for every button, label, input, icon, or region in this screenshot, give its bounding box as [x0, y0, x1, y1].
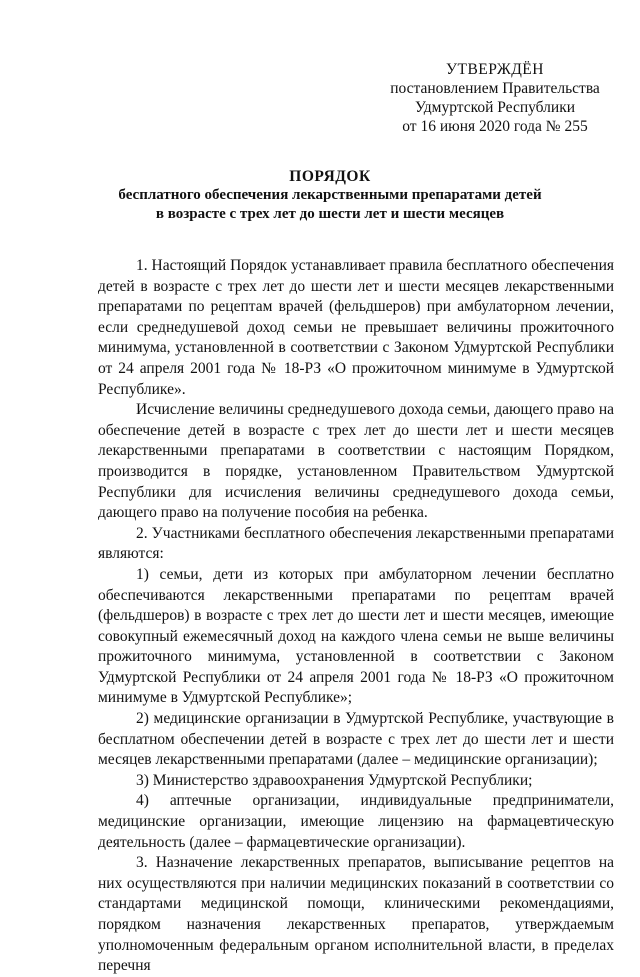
paragraph-1: 1. Настоящий Порядок устанавливает правила бесплатного обеспечения детей в возрасте с трех лет до шести лет и шести месяцев лекарственными препаратами по рецептам врачей (фельдшеров) при амбулаторном лечении, если среднедушевой доход семьи не превышает величины прожиточного минимума, установленной в соответствии с Законом Удмуртской Республики от 24 апреля 2001 года № 18-РЗ «О прожиточном минимуме в Удмуртской Республике».: [98, 257, 614, 398]
document-title-block: [80, 167, 580, 224]
paragraph-6: 3) Министерство здравоохранения Удмуртской Республики;: [136, 771, 533, 789]
paragraph-3: 2. Участниками бесплатного обеспечения лекарственными препаратами являются:: [98, 524, 614, 563]
paragraph-2: Исчисление величины среднедушевого дохода семьи, дающего право на обеспечение детей в возрасте с трех лет до шести лет и шести месяцев лекарственными препаратами в соответствии с настоящим Порядком, производится в порядке, установленном Правительством Удмуртской Республики для исчисления величины среднедушевого дохода семьи, дающего право на получение пособия на ребенка.: [98, 401, 614, 522]
paragraph-4: 1) семьи, дети из которых при амбулаторном лечении бесплатно обеспечиваются лекарственными препаратами по рецептам врачей (фельдшеров) в возрасте с трех лет до шести лет и шести месяцев, имеющие совокупный ежемесячный доход на каждого члена семьи не выше величины прожиточного минимума, установленной в соответствии с Законом Удмуртской Республики от 24 апреля 2001 года № 18-РЗ «О прожиточном минимуме в Удмуртской Республике»;: [98, 565, 614, 707]
document-body: [98, 256, 614, 977]
paragraph-8: 3. Назначение лекарственных препаратов, выписывание рецептов на них осуществляются при наличии медицинских показаний в соответствии со стандартами медицинской помощи, клиническими рекомендациями, порядком назначения лекарственных препаратов, утверждаемым уполномоченным федеральным органом исполнительной власти, в пределах перечня: [98, 854, 614, 975]
paragraph-5: 2) медицинские организации в Удмуртской Республике, участвующие в бесплатном обеспечении детей в возрасте с трех лет до шести лет и шести месяцев лекарственными препаратами (далее – медицинские организации);: [98, 710, 614, 769]
document-subtitle-line-2: в возрасте с трех лет до шести лет и шести месяцев: [155, 206, 505, 222]
document-title: ПОРЯДОК: [289, 168, 371, 185]
paragraph-7: 4) аптечные организации, индивидуальные предприниматели, медицинские организации, имеющие лицензию на фармацевтическую деятельность (далее – фармацевтические организации).: [98, 792, 614, 851]
approval-authority: постановлением Правительства: [390, 80, 600, 97]
approval-stamp: [380, 60, 610, 136]
approval-region: Удмуртской Республики: [414, 99, 576, 116]
approval-title: УТВЕРЖДЁН: [446, 61, 544, 78]
approval-date: от 16 июня 2020 года № 255: [402, 118, 588, 135]
document-subtitle-line-1: бесплатного обеспечения лекарственными препаратами детей: [118, 187, 542, 203]
